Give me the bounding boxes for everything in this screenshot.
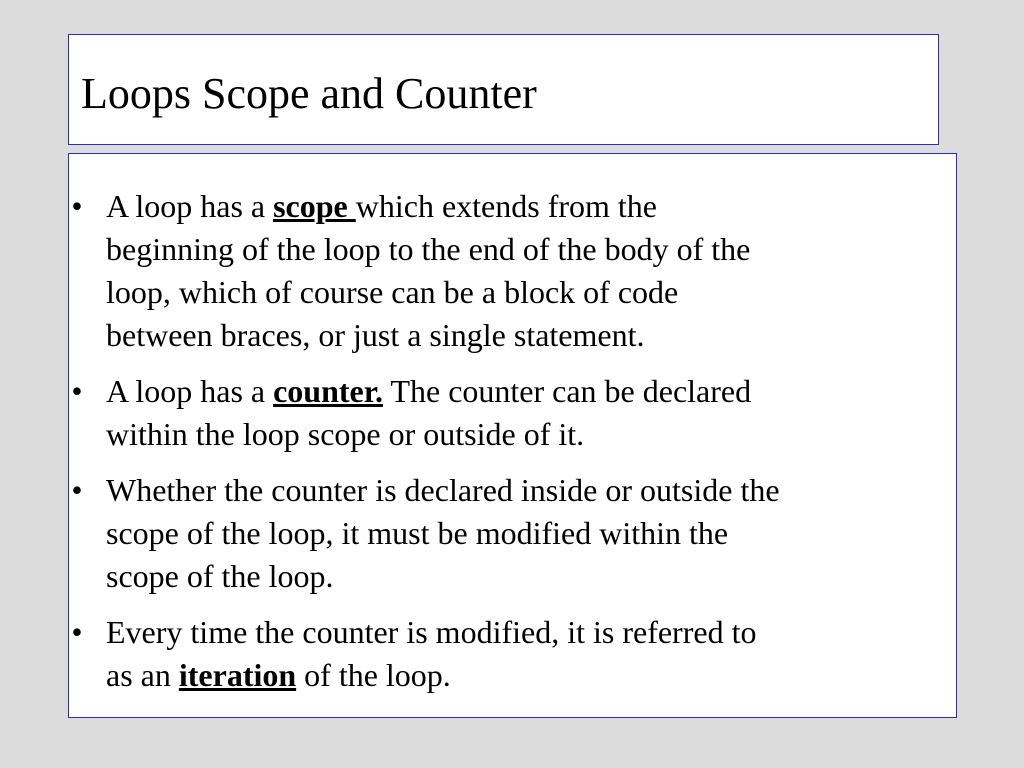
bullet-text: which extends from the beginning of the loop to the end of the body of the loop, which of course can be a block of code between braces, or just a single statement.: [106, 188, 751, 353]
bullet-text: Every time the counter is modified, it is referred to as an: [106, 614, 757, 693]
keyword-scope: scope: [273, 188, 356, 224]
bullet-icon: •: [71, 188, 83, 224]
slide-title: Loops Scope and Counter: [81, 69, 537, 118]
bullet-text: A loop has a: [106, 188, 274, 224]
bullet-item-scope: [69, 185, 958, 357]
title-box: [68, 34, 939, 145]
bullet-item-iteration: [69, 611, 958, 697]
keyword-iteration: iteration: [178, 657, 297, 693]
bullet-text: Whether the counter is declared inside or outside the scope of the loop, it must be modified within the scope of the loop.: [106, 472, 780, 594]
bullet-text: The counter can be declared within the loop scope or outside of it.: [106, 373, 752, 452]
bullet-list: [69, 185, 958, 710]
bullet-icon: •: [71, 472, 83, 508]
bullet-text: of the loop.: [296, 657, 451, 693]
bullet-item-counter: [69, 370, 958, 456]
bullet-icon: •: [71, 614, 83, 650]
bullet-text: A loop has a: [106, 373, 274, 409]
keyword-counter: counter.: [273, 373, 384, 409]
content-box: [68, 153, 957, 718]
bullet-item-modified: [69, 469, 958, 598]
bullet-icon: •: [71, 373, 83, 409]
